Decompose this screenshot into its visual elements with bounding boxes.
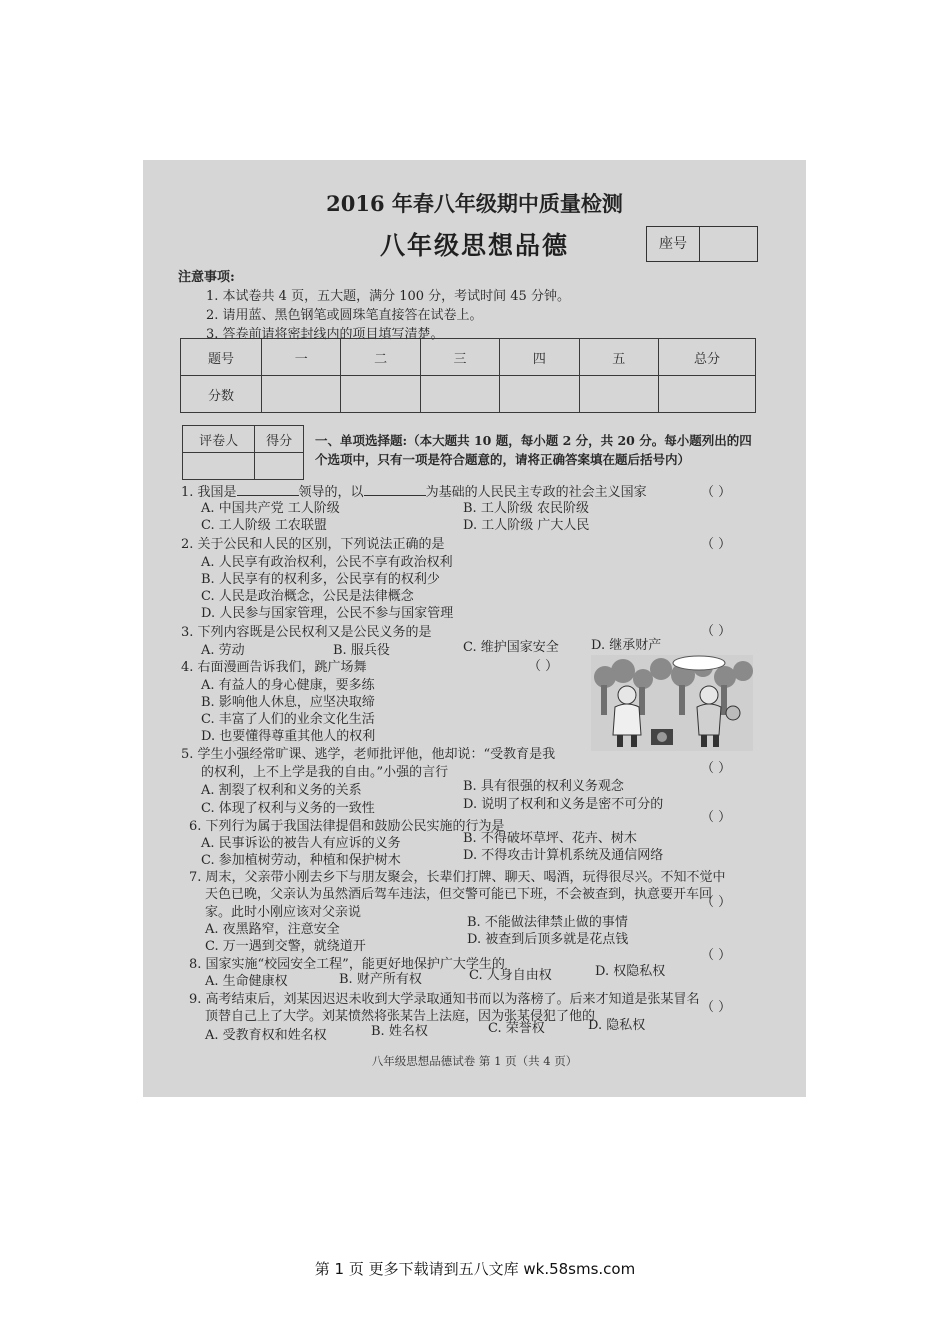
- answer-paren: （ ）: [701, 810, 732, 825]
- note-item: 2. 请用蓝、黑色钢笔或圆珠笔直接答在试卷上。: [206, 308, 483, 323]
- option-a: A. 民事诉讼的被告人有应诉的义务: [201, 836, 401, 851]
- table-cell: 二: [341, 339, 420, 376]
- answer-paren: （ ）: [701, 1000, 732, 1015]
- question-6-stem: 6. 下列行为属于我国法律提倡和鼓励公民实施的行为是: [189, 819, 505, 834]
- score-cell: [659, 376, 756, 413]
- score-table-header-row: [181, 339, 756, 376]
- question-7-stem: 7. 周末，父亲带小刚去乡下与朋友聚会，长辈们打牌、聊天、喝酒，玩得很尽兴。不知不觉中: [189, 870, 726, 885]
- table-cell: 三: [420, 339, 499, 376]
- question-1-stem: 1. 我国是 领导的，以 为基础的人民民主专政的社会主义国家: [181, 485, 647, 500]
- grader-cell: [183, 453, 255, 480]
- option-b: B. 工人阶级 农民阶级: [463, 501, 589, 516]
- answer-paren: （ ）: [701, 895, 732, 910]
- exam-subject: 八年级思想品德: [379, 231, 569, 260]
- question-3-stem: 3. 下列内容既是公民权利又是公民义务的是: [181, 625, 432, 640]
- answer-paren: （ ）: [701, 624, 732, 639]
- section-heading: 一、单项选择题:（本大题共 10 题，每小题 2 分，共 20 分。每小题列出的四个选项中，只有一项是符合题意的，请将正确答案填在题后括号内）: [315, 433, 752, 467]
- grader-table: [182, 425, 304, 480]
- table-cell: 分数: [181, 376, 262, 413]
- option-c: C. 荣誉权: [488, 1021, 545, 1036]
- option-d: D. 权隐私权: [595, 964, 666, 979]
- option-c: C. 丰富了人们的业余文化生活: [201, 712, 375, 727]
- option-a: A. 劳动: [201, 643, 245, 658]
- option-a: A. 受教育权和姓名权: [205, 1028, 327, 1043]
- option-a: A. 中国共产党 工人阶级: [201, 501, 340, 516]
- question-5-stem: 5. 学生小强经常旷课、逃学，老师批评他，他却说：“受教育是我: [181, 747, 556, 762]
- question-9-stem: 9. 高考结束后，刘某因迟迟未收到大学录取通知书而以为落榜了。后来才知道是张某冒名: [189, 992, 700, 1007]
- note-item: 3. 答卷前请将密封线内的项目填写清楚。: [206, 327, 444, 342]
- option-d: D. 也要懂得尊重其他人的权利: [201, 729, 376, 744]
- document-footer: 第 1 页 更多下载请到五八文库 wk.58sms.com: [314, 1260, 636, 1278]
- question-2-stem: 2. 关于公民和人民的区别，下列说法正确的是: [181, 537, 445, 552]
- option-b: B. 人民享有的权利多，公民享有的权利少: [201, 572, 440, 587]
- option-d: D. 人民参与国家管理，公民不参与国家管理: [201, 606, 454, 621]
- score-cell: [500, 376, 579, 413]
- option-c: C. 人民是政治概念，公民是法律概念: [201, 589, 414, 604]
- option-b: B. 具有很强的权利义务观念: [463, 779, 624, 794]
- table-cell: 四: [500, 339, 579, 376]
- score-cell: [262, 376, 341, 413]
- note-item: 1. 本试卷共 4 页，五大题，满分 100 分，考试时间 45 分钟。: [206, 289, 570, 304]
- table-cell: 一: [262, 339, 341, 376]
- option-b: B. 影响他人休息，应坚决取缔: [201, 695, 375, 710]
- answer-paren: （ ）: [528, 659, 559, 674]
- option-a: A. 夜黑路窄，注意安全: [205, 922, 340, 937]
- score-table-score-row: [181, 376, 756, 413]
- score-cell: [420, 376, 499, 413]
- option-a: A. 人民享有政治权利，公民不享有政治权利: [201, 555, 453, 570]
- answer-paren: （ ）: [701, 761, 732, 776]
- option-d: D. 工人阶级 广大人民: [463, 518, 590, 533]
- notes-heading: 注意事项:: [178, 270, 235, 285]
- option-d: D. 被查到后顶多就是花点钱: [467, 932, 629, 947]
- option-b: B. 不能做法律禁止做的事情: [467, 915, 628, 930]
- option-b: B. 服兵役: [333, 643, 390, 658]
- option-d: D. 隐私权: [588, 1018, 646, 1033]
- option-a: A. 有益人的身心健康，要多练: [201, 678, 375, 693]
- table-cell: 评卷人: [183, 426, 255, 453]
- question-7-stem-cont: 天色已晚，父亲认为虽然酒后驾车违法，但交警可能已下班，不会被查到，执意要开车回: [205, 887, 713, 902]
- option-b: B. 姓名权: [371, 1024, 428, 1039]
- grader-cell: [255, 453, 304, 480]
- option-c: C. 人身自由权: [469, 968, 552, 983]
- option-d: D. 说明了权利和义务是密不可分的: [463, 797, 664, 812]
- option-c: C. 体现了权利与义务的一致性: [201, 801, 375, 816]
- option-b: B. 不得破坏草坪、花卉、树木: [463, 831, 637, 846]
- score-cell: [579, 376, 658, 413]
- score-table: [180, 338, 756, 413]
- question-9-stem-cont: 顶替自己上了大学。刘某愤然将张某告上法庭，因为张某侵犯了他的: [205, 1009, 596, 1024]
- option-c: C. 参加植树劳动，种植和保护树木: [201, 853, 401, 868]
- option-c: C. 维护国家安全: [463, 640, 559, 655]
- option-c: C. 工人阶级 工农联盟: [201, 518, 327, 533]
- seat-label: 座号: [647, 227, 700, 261]
- seat-number-box: [646, 226, 758, 262]
- exam-page-footer: 八年级思想品德试卷 第 1 页（共 4 页）: [371, 1054, 578, 1068]
- option-a: A. 割裂了权利和义务的关系: [201, 783, 362, 798]
- table-cell: 五: [579, 339, 658, 376]
- table-cell: 题号: [181, 339, 262, 376]
- seat-number-blank: [700, 227, 757, 261]
- question-7-stem-cont: 家。此时小刚应该对父亲说: [205, 905, 362, 920]
- score-cell: [341, 376, 420, 413]
- option-a: A. 生命健康权: [205, 974, 288, 989]
- answer-paren: （ ）: [701, 948, 732, 963]
- question-5-stem-cont: 的权利，上不上学是我的自由。”小强的言行: [201, 765, 449, 780]
- answer-paren: （ ）: [701, 485, 732, 500]
- question-8-stem: 8. 国家实施“校园安全工程”，能更好地保护广大学生的: [189, 957, 505, 972]
- option-d: D. 不得攻击计算机系统及通信网络: [463, 848, 664, 863]
- answer-paren: （ ）: [701, 537, 732, 552]
- question-4-stem: 4. 右面漫画告诉我们，跳广场舞: [181, 660, 367, 675]
- option-c: C. 万一遇到交警，就绕道开: [205, 939, 366, 954]
- table-cell: 总分: [659, 339, 756, 376]
- scanned-exam-page: [143, 160, 806, 1097]
- option-b: B. 财产所有权: [339, 972, 422, 987]
- table-cell: 得分: [255, 426, 304, 453]
- option-d: D. 继承财产: [591, 638, 662, 653]
- square-dance-cartoon: [591, 655, 753, 751]
- exam-title: 2016 年春八年级期中质量检测: [326, 191, 623, 216]
